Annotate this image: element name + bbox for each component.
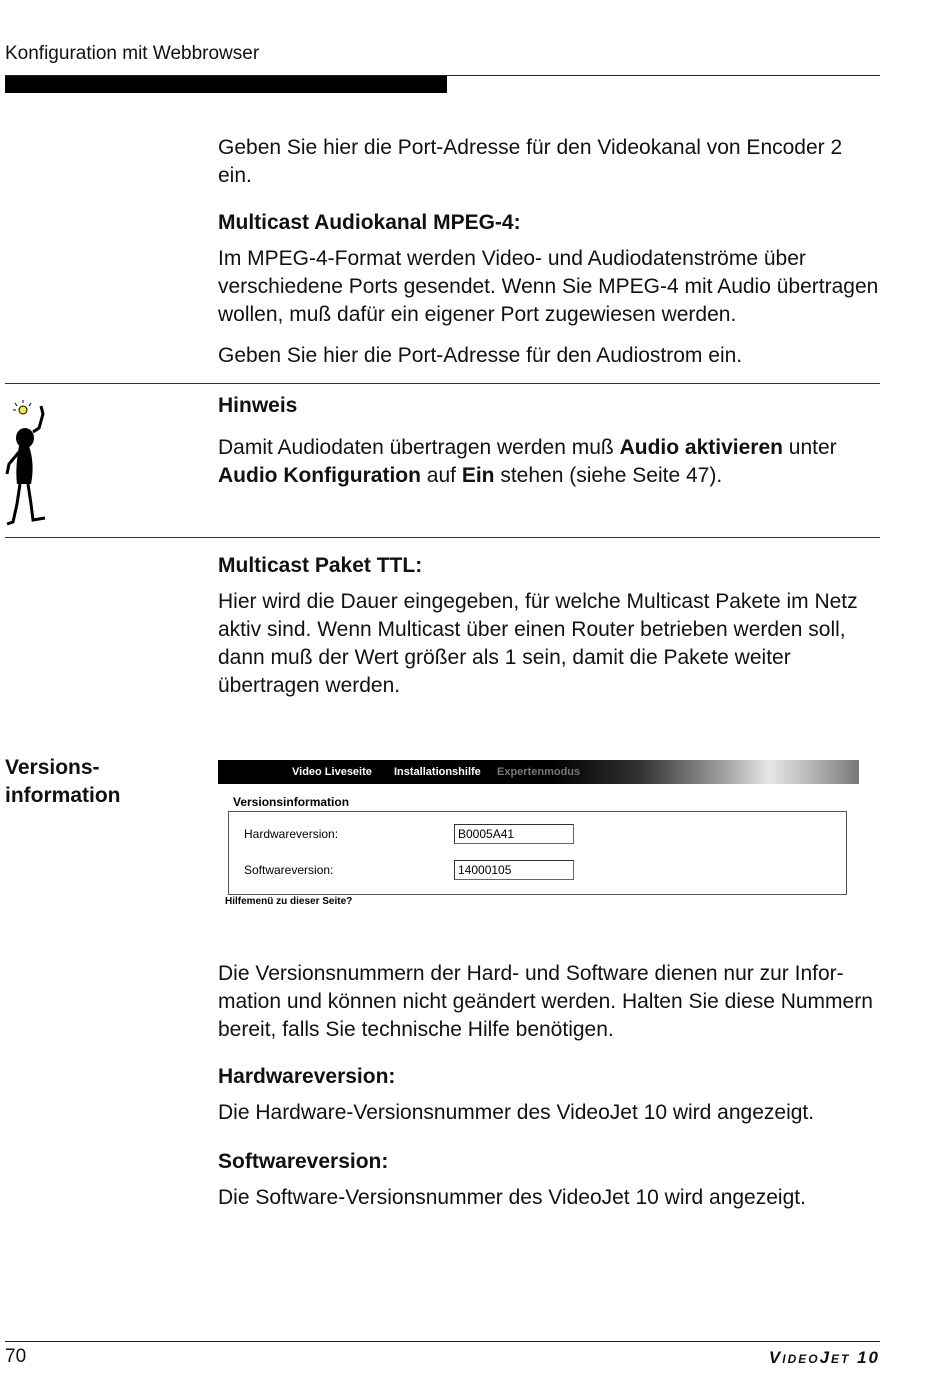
note-bottom-rule	[5, 537, 880, 538]
ttl-heading: Multicast Paket TTL:	[218, 554, 423, 577]
note-text-part: Damit Audiodaten übertragen werden muß	[218, 436, 620, 459]
hw-version-field[interactable]	[454, 824, 574, 844]
nav-expert-mode[interactable]: Expertenmodus	[497, 766, 581, 778]
note-figure-icon	[3, 398, 53, 530]
side-heading-line: Versions-	[5, 756, 100, 779]
ttl-text: Hier wird die Dauer eingegeben, für welche Multicast Pakete im Netz aktiv sind. Wenn Multicast über einen Router betrieben werden soll, dann muß der Wert größer als 1 sein, damit die Pakete weiter übertragen werden.	[218, 590, 858, 697]
ui-version-box	[228, 811, 847, 895]
version-text: Die Versionsnummern der Hard- und Software dienen nur zur Information und können nicht geändert werden. Halten Sie diese Nummern bereit, falls Sie technische Hilfe benötigen.	[218, 962, 873, 1041]
audio-text: Im MPEG-4-Format werden Video- und Audiodatenströme über verschiedene Ports gesendet. Wenn Sie MPEG-4 mit Audio übertragen wollen, muß dafür ein eigener Port zugewiesen werden.	[218, 247, 879, 326]
footer-rule	[5, 1341, 880, 1342]
sw-label: Softwareversion:	[244, 863, 334, 877]
hw-heading: Hardwareversion:	[218, 1065, 396, 1088]
sw-text: Die Software-Versionsnummer des VideoJet 10 wird angezeigt.	[218, 1186, 806, 1209]
running-header: Konfiguration mit Webbrowser	[5, 43, 260, 64]
audio-heading: Multicast Audiokanal MPEG-4:	[218, 211, 521, 234]
nav-video-live[interactable]: Video Liveseite	[292, 766, 372, 778]
version-ui-screenshot	[218, 760, 859, 915]
encoder2-port-text: Geben Sie hier die Port-Adresse für den Videokanal von Encoder 2 ein.	[218, 136, 843, 187]
ui-nav-bar	[218, 760, 859, 784]
note-bold-audio-activate: Audio aktivieren	[619, 436, 783, 459]
note-heading: Hinweis	[218, 394, 298, 417]
note-bold-audio-config: Audio Konfiguration	[218, 464, 421, 487]
nav-install-help[interactable]: Installationshilfe	[394, 766, 481, 778]
note-text	[218, 434, 880, 490]
ui-help-link[interactable]: Hilfemenü zu dieser Seite?	[225, 896, 353, 907]
sw-version-field[interactable]	[454, 860, 574, 880]
header-bar	[5, 76, 447, 93]
side-heading-line: information	[5, 784, 121, 807]
note-text-part: stehen (siehe Seite 47).	[494, 464, 723, 487]
page-number: 70	[5, 1346, 27, 1367]
sw-heading: Softwareversion:	[218, 1150, 389, 1173]
note-text-part: auf	[420, 464, 462, 487]
version-side-heading	[5, 754, 205, 810]
audio-port-text: Geben Sie hier die Port-Adresse für den Audiostrom ein.	[218, 344, 743, 367]
note-text-part: unter	[782, 436, 837, 459]
note-top-rule	[5, 383, 880, 384]
ui-section-title: Versionsinformation	[233, 795, 350, 809]
hw-text: Die Hardware-Versionsnummer des VideoJet 10 wird angezeigt.	[218, 1101, 815, 1124]
hw-label: Hardwareversion:	[244, 827, 339, 841]
note-bold-on: Ein	[461, 464, 495, 487]
footer-brand: VideoJet 10	[768, 1348, 880, 1367]
